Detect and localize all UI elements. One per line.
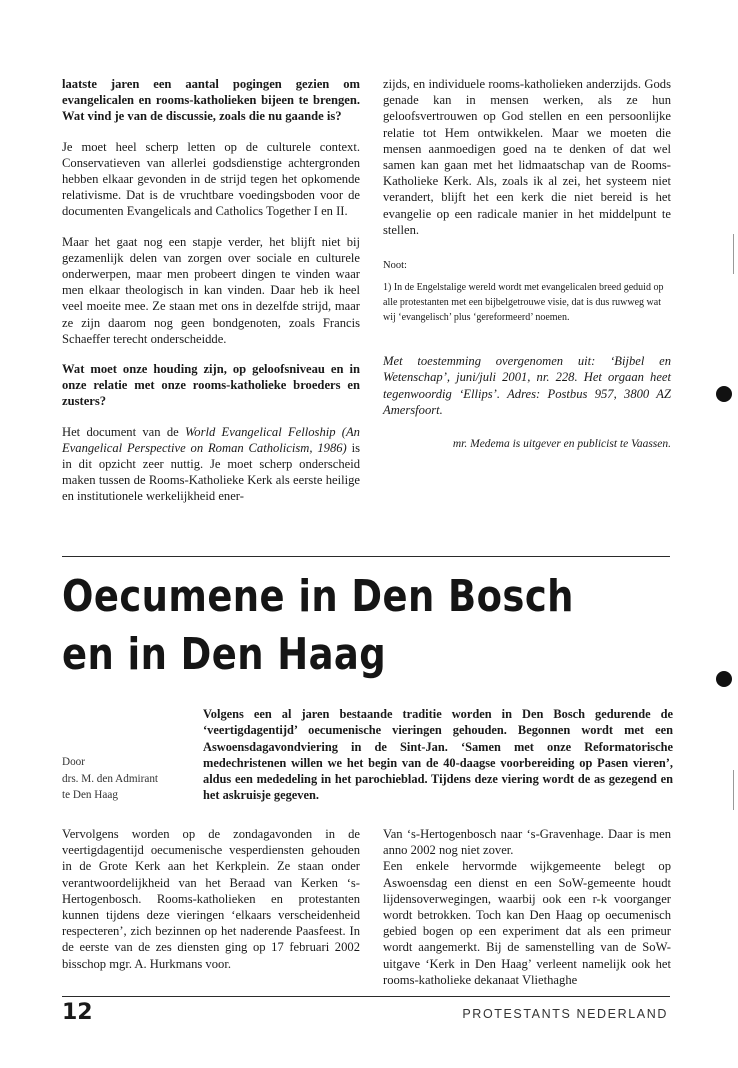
answer-text: is in dit opzicht zeer nuttig. Je moet scherp onderscheid maken tussen de Rooms-Katholieke Kerk als eerste heilige en institutionele werkelijkheid ener- <box>62 440 360 504</box>
interview-question: Wat moet onze houding zijn, op geloofsniveau en in onze relatie met onze rooms-katholieke broeders en zusters? <box>62 362 360 409</box>
article-paragraph: Een enkele hervormde wijkgemeente belegt op Aswoensdag een dienst en een SoW-gemeente houdt lijdensoverwegingen, waarbij ook een r-k voorganger wordt betrokken. Toch kan Den Haag op oecumenisch gebied bogen op een experiment dat als een primeur wordt aangemerkt. Bij de samenstelling van de SoW-uitgave ‘Kerk in Den Haag’ verleent namelijk ook het rooms-katholieke dekanaat Vliethaghe <box>383 859 671 987</box>
author-prefix: Door <box>62 756 85 768</box>
footnote-label: Noot: <box>383 260 407 272</box>
interview-answer: zijds, en individuele rooms-katholieken anderzijds. Gods genade kan in mensen werken, als ze hun geloofsvertrouwen op God stellen en een persoonlijke relatie tot Hem ontwikkelen. Maar we moeten die mensen aanmoedigen goed na te denken of dat wel samen kan gaan met het lidmaatschap van de Rooms-Katholieke Kerk. Als, zoals ik al zei, het systeem niet verandert, blijft het een kerk die niet bereid is het evangelie op een radicale manier in het middelpunt te stellen. <box>383 77 671 237</box>
page-number: 12 <box>62 1000 93 1025</box>
magazine-name: PROTESTANTS NEDERLAND <box>462 1007 668 1021</box>
scan-mark <box>733 234 734 274</box>
article-title: Oecumene in Den Bosch en in Den Haag <box>62 571 574 680</box>
interview-question: laatste jaren een aantal pogingen gezien om evangelicalen en rooms-katholieken bijeen te brengen. Wat vind je van de discussie, zoals die nu gaande is? <box>62 77 360 124</box>
author-name: drs. M. den Admirant <box>62 772 159 785</box>
permission-note: Met toestemming overgenomen uit: ‘Bijbel en Wetenschap’, juni/juli 2001, nr. 228. Het orgaan heet tegenwoordig ‘Ellips’. Adres: Postbus 957, 3800 AZ Amersfoort. <box>383 354 671 417</box>
author-byline: mr. Medema is uitgever en publicist te Vaassen. <box>452 438 671 451</box>
interview-column-left <box>62 76 360 505</box>
interview-column-right <box>383 76 671 452</box>
scan-mark <box>733 770 734 810</box>
interview-answer <box>62 424 360 505</box>
article-column-left <box>62 826 360 972</box>
article-intro: Volgens een al jaren bestaande traditie worden in Den Bosch gedurende de ‘veertigdagentijd’ oecumenische vieringen gehouden. Begonnen wordt met een Aswoensdagavondviering in de Sint-Jan. ‘Samen met onze Reformatorische medechristenen willen we het begin van de 40-daagse voorbereiding op Pasen vieren’, aldus een mededeling in het parochieblad. Tijdens deze viering wordt de as gezegend en het askruisje gegeven. <box>203 707 673 803</box>
document-title: World Evangelical Felloship (An Evangelical Perspective on Roman Catholicism, 1986) <box>62 424 360 455</box>
article-column-right <box>383 826 671 988</box>
section-divider <box>62 556 670 557</box>
interview-answer: Maar het gaat nog een stapje verder, het blijft niet bij gezamenlijk delen van zorgen over sociale en culturele onderwerpen, maar men probeert dingen te vinden waar men elkaar theologisch in kan vinden. Daar heb ik heel veel moeite mee. Ze staan met ons in dezelfde strijd, maar ze zijn daarom nog geen bondgenoten, zoals Francis Schaeffer terecht onderscheidde. <box>62 234 360 346</box>
interview-answer: Je moet heel scherp letten op de culturele context. Conservatieven van allerlei godsdienstige achtergronden hebben elkaar gevonden in de strijd tegen het opkomende relativisme. Dat is de vruchtbare voedingsboden voor de documenten Evangelicals and Catholics Together I en II. <box>62 139 360 219</box>
author-location: te Den Haag <box>62 789 118 801</box>
binder-hole-mark <box>716 386 732 402</box>
footer-divider <box>62 996 670 997</box>
article-author <box>62 754 158 804</box>
binder-hole-mark <box>716 671 732 687</box>
answer-text: Het document van de <box>62 424 185 439</box>
article-paragraph: Van ‘s-Hertogenbosch naar ‘s-Gravenhage. Daar is men anno 2002 nog niet zover. <box>383 827 671 858</box>
footnote-text: 1) In de Engelstalige wereld wordt met evangelicalen breed geduid op alle protestanten met een bijbelgetrouwe visie, dat is dus ruwweg wat wij ‘evangelisch’ plus ‘gereformeerd’ noemen. <box>383 282 664 324</box>
article-paragraph: Vervolgens worden op de zondagavonden in de veertigdagentijd oecumenische vesperdiensten gehouden in de Grote Kerk aan het Kerkplein. Ze staan onder verantwoordelijkheid van het Beraad van Kerken ‘s-Hertogenbosch. Rooms-katholieken en protestanten kunnen tijdens deze vieringen ‘elkaars verscheidenheid respecteren’, zich bezinnen op het naderende Paasfeest. In de eerste van de zes diensten ging op 17 februari 2002 bisschop mgr. A. Hurkmans voor. <box>62 827 360 971</box>
